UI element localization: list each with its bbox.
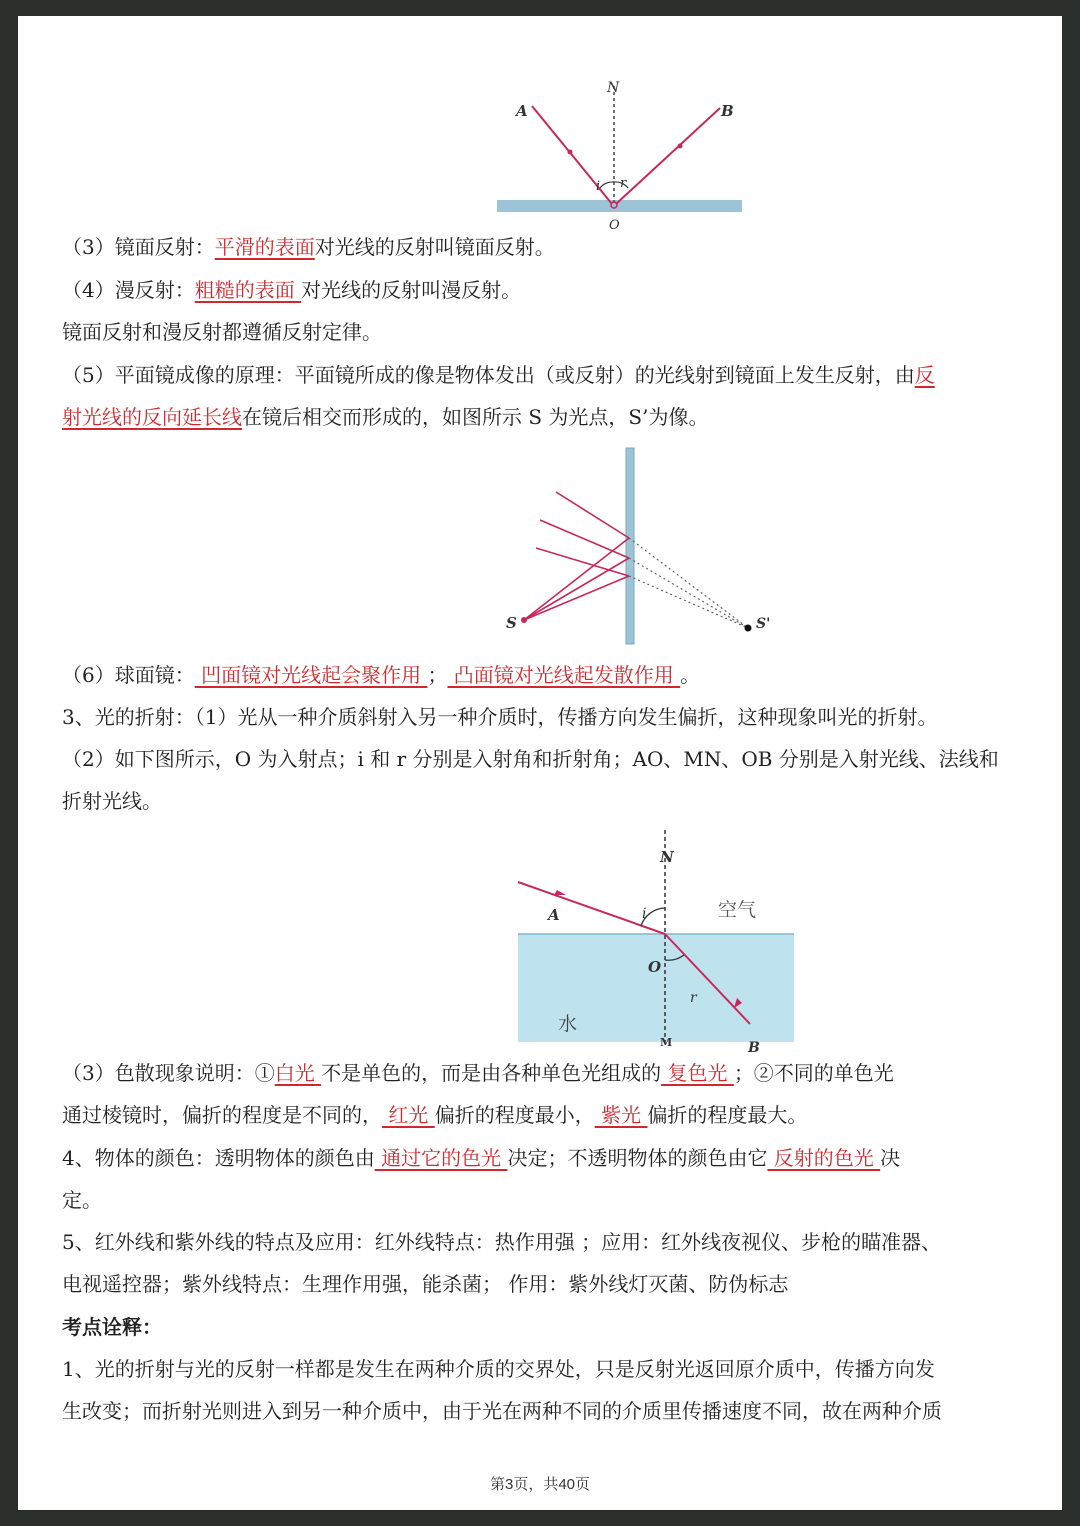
answer-blank: 凹面镜对光线起会聚作用 — [194, 663, 428, 687]
label-o: O — [609, 218, 620, 233]
extension-line — [629, 538, 748, 628]
answer-blank: 紫光 — [594, 1103, 648, 1127]
label-s-image: S' — [756, 616, 771, 632]
label-b: B — [721, 102, 734, 120]
label-b: B — [748, 1040, 760, 1056]
label-m: M — [660, 1036, 673, 1049]
text-line: （6）球面镜： 凹面镜对光线起会聚作用 ； 凸面镜对光线起发散作用 。 — [62, 663, 701, 687]
answer-blank: 反 — [914, 363, 935, 387]
text-line: 4、物体的颜色：透明物体的颜色由 通过它的色光 决定；不透明物体的颜色由它 反射的色光 决 — [62, 1146, 901, 1170]
label-s: S — [506, 614, 517, 632]
label-n: N — [660, 848, 674, 866]
text-line: 折射光线。 — [62, 789, 162, 813]
reflected-ray — [540, 520, 629, 558]
answer-blank: 红光 — [382, 1103, 435, 1127]
text-line: 1、光的折射与光的反射一样都是发生在两种介质的交界处，只是反射光返回原介质中，传播方向发 — [62, 1357, 935, 1381]
text-line: 电视遥控器；紫外线特点：生理作用强，能杀菌； 作用：紫外线灯灭菌、防伪标志 — [62, 1272, 789, 1296]
incident-ray — [524, 576, 629, 620]
extension-line — [629, 576, 748, 628]
answer-blank: 复色光 — [661, 1061, 734, 1085]
text-line: （3）色散现象说明：①白光 不是单色的，而是由各种单色光组成的 复色光 ；②不同的单色光 — [62, 1061, 894, 1085]
document-page — [18, 16, 1062, 1510]
answer-blank: 白光 — [274, 1061, 322, 1085]
incident-ray — [524, 558, 629, 620]
reflection-diagram — [492, 64, 747, 233]
plane-mirror — [626, 448, 634, 644]
label-n: N — [607, 80, 620, 96]
reflected-ray — [616, 108, 720, 204]
answer-blank: 平滑的表面 — [214, 235, 315, 259]
point-s-image — [745, 625, 752, 632]
point-s — [521, 617, 527, 623]
text-line: 3、光的折射：（1）光从一种介质斜射入另一种介质时，传播方向发生偏折，这种现象叫光的折射。 — [62, 705, 938, 729]
text-line: （2）如下图所示，O 为入射点；i 和 r 分别是入射角和折射角；AO、MN、OB 分别是入射光线、法线和 — [62, 747, 999, 771]
section-heading: 考点诠释： — [62, 1315, 162, 1339]
text-line: （5）平面镜成像的原理：平面镜所成的像是物体发出（或反射）的光线射到镜面上发生反射，由反 — [62, 363, 935, 387]
label-a: A — [548, 906, 560, 924]
text-line: 定。 — [62, 1188, 102, 1212]
answer-blank: 射光线的反向延长线 — [62, 405, 242, 429]
label-r: r — [620, 176, 627, 191]
label-air: 空气 — [718, 899, 757, 921]
label-o: O — [648, 958, 662, 976]
arrow-head — [554, 890, 566, 895]
text-line: （4）漫反射：粗糙的表面 对光线的反射叫漫反射。 — [62, 278, 522, 302]
answer-blank: 通过它的色光 — [374, 1146, 508, 1170]
text-line: 生改变；而折射光则进入到另一种介质中，由于光在两种不同的介质里传播速度不同，故在两种介质 — [62, 1399, 942, 1423]
text-line: 镜面反射和漫反射都遵循反射定律。 — [62, 320, 382, 344]
label-a: A — [516, 102, 528, 120]
extension-line — [629, 558, 748, 628]
angle-arc — [600, 182, 614, 188]
refraction-diagram — [514, 828, 804, 1056]
answer-blank: 反射的色光 — [767, 1146, 881, 1170]
page-number: 第3页，共40页 — [489, 1476, 591, 1493]
ray-arrow-dot — [678, 144, 683, 149]
answer-blank: 凸面镜对光线起发散作用 — [447, 663, 681, 687]
label-water: 水 — [558, 1013, 578, 1035]
answer-blank: 粗糙的表面 — [194, 278, 302, 302]
label-i: i — [596, 179, 601, 194]
plane-mirror-diagram — [500, 448, 770, 648]
label-r: r — [690, 990, 697, 1006]
text-line: （3）镜面反射：平滑的表面对光线的反射叫镜面反射。 — [62, 235, 555, 259]
label-i: i — [642, 906, 647, 922]
ray-arrow-dot — [568, 150, 573, 155]
text-line: 射光线的反向延长线在镜后相交而形成的，如图所示 S 为光点，S’为像。 — [62, 405, 709, 429]
incident-ray — [524, 538, 629, 620]
text-line: 5、红外线和紫外线的特点及应用：红外线特点：热作用强 ；应用：红外线夜视仪、步枪的瞄准器、 — [62, 1230, 942, 1254]
text-line: 通过棱镜时，偏折的程度是不同的， 红光 偏折的程度最小， 紫光 偏折的程度最大。 — [62, 1103, 808, 1127]
